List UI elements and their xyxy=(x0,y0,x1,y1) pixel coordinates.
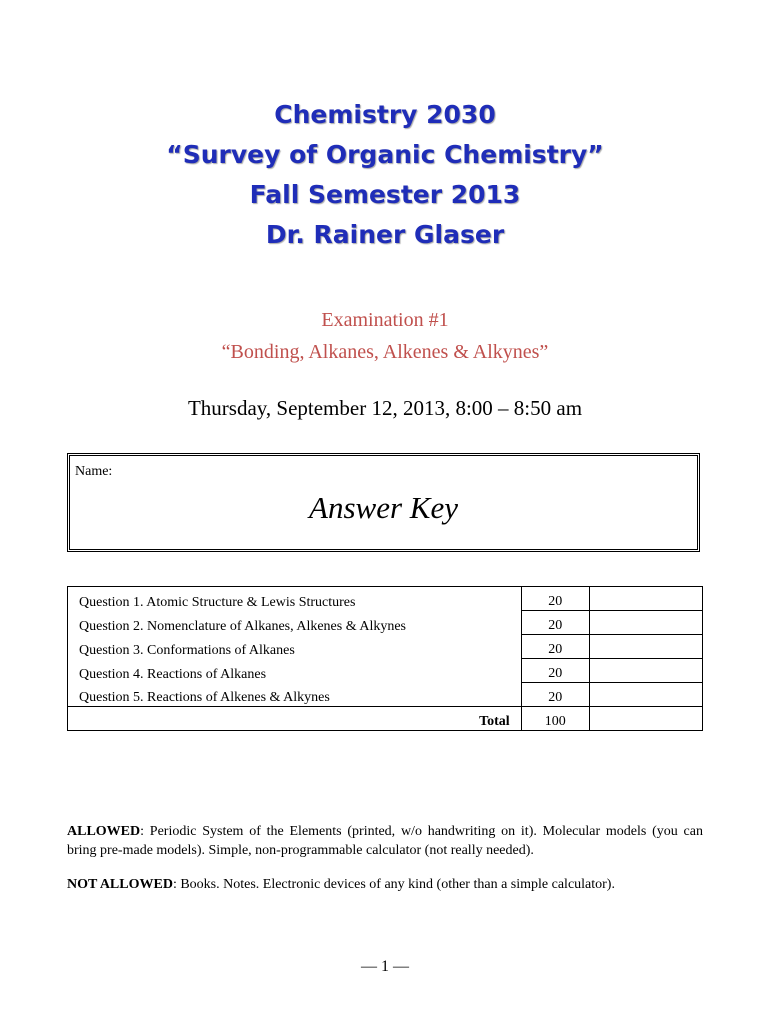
course-title-block xyxy=(0,95,770,255)
name-label: Name: xyxy=(75,464,113,479)
not-allowed-text: : Books. Notes. Electronic devices of any kind (other than a simple calculator). xyxy=(172,877,615,892)
score-cell xyxy=(589,683,702,707)
name-value: Answer Key xyxy=(309,490,458,525)
exam-number: Examination #1 xyxy=(321,309,449,331)
score-cell xyxy=(589,635,702,659)
allowed-label: ALLOWED xyxy=(67,824,141,839)
exam-subtitle: “Bonding, Alkanes, Alkenes & Alkynes” xyxy=(221,341,549,363)
course-subtitle: “Survey of Organic Chemistry” xyxy=(166,140,604,169)
score-cell xyxy=(589,659,702,683)
total-row xyxy=(68,707,703,731)
points-cell: 20 xyxy=(521,683,589,707)
score-cell xyxy=(589,611,702,635)
course-title: Chemistry 2030 xyxy=(274,100,496,129)
total-points: 100 xyxy=(521,707,589,731)
total-label: Total xyxy=(68,707,522,731)
points-cell: 20 xyxy=(521,611,589,635)
table-row xyxy=(68,683,703,707)
exam-date: Thursday, September 12, 2013, 8:00 – 8:50 am xyxy=(187,396,583,420)
exam-rules xyxy=(67,822,703,909)
exam-block xyxy=(0,304,770,368)
question-label: Question 4. Reactions of Alkanes xyxy=(68,659,522,683)
question-label: Question 3. Conformations of Alkanes xyxy=(68,635,522,659)
points-cell: 20 xyxy=(521,587,589,611)
question-label: Question 1. Atomic Structure & Lewis Structures xyxy=(68,587,522,611)
instructor: Dr. Rainer Glaser xyxy=(265,220,505,249)
score-table xyxy=(67,586,703,731)
table-row xyxy=(68,611,703,635)
question-label: Question 2. Nomenclature of Alkanes, Alkenes & Alkynes xyxy=(68,611,522,635)
name-box xyxy=(67,453,700,552)
table-row xyxy=(68,635,703,659)
table-row xyxy=(68,659,703,683)
score-cell xyxy=(589,587,702,611)
points-cell: 20 xyxy=(521,659,589,683)
allowed-text: : Periodic System of the Elements (printed, w/o handwriting on it). Molecular models (you can bring pre-made models). Simple, non-programmable calculator (not really needed). xyxy=(67,824,703,858)
allowed-rule xyxy=(67,822,703,860)
points-cell: 20 xyxy=(521,635,589,659)
total-score-cell xyxy=(589,707,702,731)
not-allowed-rule xyxy=(67,875,703,894)
page-number: — 1 — xyxy=(361,958,409,975)
not-allowed-label: NOT ALLOWED xyxy=(67,877,173,892)
question-label: Question 5. Reactions of Alkenes & Alkynes xyxy=(68,683,522,707)
semester: Fall Semester 2013 xyxy=(249,180,521,209)
table-row xyxy=(68,587,703,611)
